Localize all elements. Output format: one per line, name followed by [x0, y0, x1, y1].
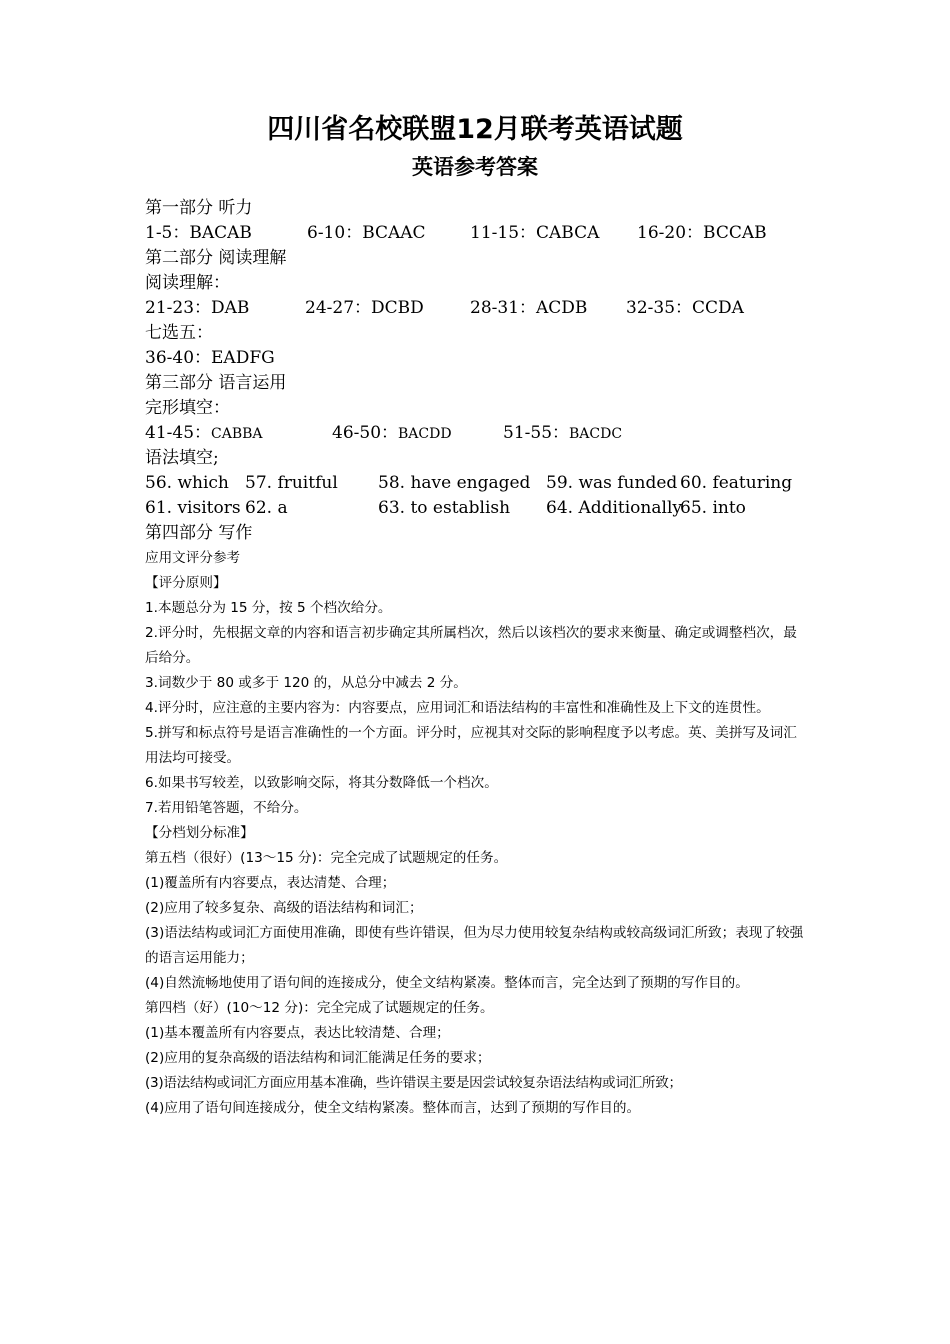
answer-group: 21-23：DAB [145, 298, 250, 318]
level5-item: (4)自然流畅地使用了语句间的连接成分，使全文结构紧凑。整体而言，完全达到了预期的写作目的。 [145, 975, 749, 991]
principle-item: 5.拼写和标点符号是语言准确性的一个方面。评分时，应视其对交际的影响程度予以考虑。英、美拼写及词汇用法均可接受。 [145, 725, 797, 766]
level5-item: (3)语法结构或词汇方面使用准确，即使有些许错误，但为尽力使用较复杂结构或较高级词汇所致；表现了较强的语言运用能力； [145, 925, 804, 966]
answer-item: 56. which [145, 473, 229, 493]
page-title: 四川省名校联盟12月联考英语试题 [267, 114, 683, 145]
answer-item: 57. fruitful [245, 473, 338, 493]
answer-item: 62. a [245, 498, 288, 518]
answer-group [503, 421, 622, 447]
answer-group: 32-35：CCDA [626, 298, 744, 318]
seven-choose-five-label: 七选五： [145, 323, 213, 343]
answer-item: 61. visitors [145, 498, 241, 518]
principle-item: 2.评分时，先根据文章的内容和语言初步确定其所属档次，然后以该档次的要求来衡量、确定或调整档次，最后给分。 [145, 625, 797, 666]
grammar-answers-row [145, 471, 825, 496]
cloze-label: 完形填空： [145, 398, 230, 418]
part3-heading: 第三部分 语言运用 [145, 373, 287, 393]
grammar-fill-label: 语法填空; [145, 448, 219, 468]
answer-value: CABBA [211, 426, 263, 442]
level5-item: (1)覆盖所有内容要点，表达清楚、合理； [145, 875, 396, 891]
rubric-intro: 应用文评分参考 [145, 550, 241, 566]
part2-heading: 第二部分 阅读理解 [145, 248, 287, 268]
answer-item: 58. have engaged [378, 473, 531, 493]
level4-title: 第四档（好）(10～12 分)：完全完成了试题规定的任务。 [145, 1000, 494, 1016]
seven-choose-five-answers: 36-40：EADFG [145, 348, 275, 368]
listening-answers-row [145, 221, 825, 246]
level4-item: (3)语法结构或词汇方面应用基本准确，些许错误主要是因尝试较复杂语法结构或词汇所致； [145, 1075, 682, 1091]
answer-document [145, 110, 825, 1121]
answer-item: 60. featuring [680, 473, 793, 493]
page-subtitle: 英语参考答案 [412, 155, 538, 179]
grammar-answers-row [145, 496, 825, 521]
answer-value: BACDD [398, 426, 452, 442]
principle-item: 7.若用铅笔答题，不给分。 [145, 800, 308, 816]
principles-heading: 【评分原则】 [145, 575, 227, 591]
reading-answers-row [145, 296, 825, 321]
principle-item: 4.评分时，应注意的主要内容为：内容要点，应用词汇和语法结构的丰富性和准确性及上下文的连贯性。 [145, 700, 770, 716]
answer-item: 59. was funded [546, 473, 678, 493]
answer-group: 28-31：ACDB [470, 298, 588, 318]
answer-range: 41-45： [145, 423, 212, 443]
standards-heading: 【分档划分标准】 [145, 825, 254, 841]
answer-item: 65. into [680, 498, 746, 518]
principle-item: 6.如果书写较差，以致影响交际，将其分数降低一个档次。 [145, 775, 498, 791]
answer-group: 1-5：BACAB [145, 223, 252, 243]
writing-rubric [145, 546, 810, 1121]
level5-title: 第五档（很好）(13～15 分)：完全完成了试题规定的任务。 [145, 850, 508, 866]
answer-group: 11-15：CABCA [470, 223, 600, 243]
answer-range: 51-55： [503, 423, 570, 443]
answer-item: 64. Additionally [546, 498, 682, 518]
answer-range: 46-50： [332, 423, 399, 443]
reading-label: 阅读理解： [145, 273, 230, 293]
answer-group: 6-10：BCAAC [307, 223, 426, 243]
part4-heading: 第四部分 写作 [145, 523, 253, 543]
principle-item: 3.词数少于 80 或多于 120 的，从总分中减去 2 分。 [145, 675, 467, 691]
answer-item: 63. to establish [378, 498, 511, 518]
answer-group [145, 421, 263, 447]
cloze-answers-row [145, 421, 825, 446]
principle-item: 1.本题总分为 15 分，按 5 个档次给分。 [145, 600, 392, 616]
answer-group [332, 421, 452, 447]
answer-value: BACDC [569, 426, 623, 442]
level5-item: (2)应用了较多复杂、高级的语法结构和词汇； [145, 900, 423, 916]
level4-item: (4)应用了语句间连接成分，使全文结构紧凑。整体而言，达到了预期的写作目的。 [145, 1100, 641, 1116]
answer-group: 16-20：BCCAB [637, 223, 767, 243]
level4-item: (2)应用的复杂高级的语法结构和词汇能满足任务的要求； [145, 1050, 491, 1066]
level4-item: (1)基本覆盖所有内容要点，表达比较清楚、合理； [145, 1025, 450, 1041]
part1-heading: 第一部分 听力 [145, 198, 253, 218]
answer-group: 24-27：DCBD [305, 298, 424, 318]
